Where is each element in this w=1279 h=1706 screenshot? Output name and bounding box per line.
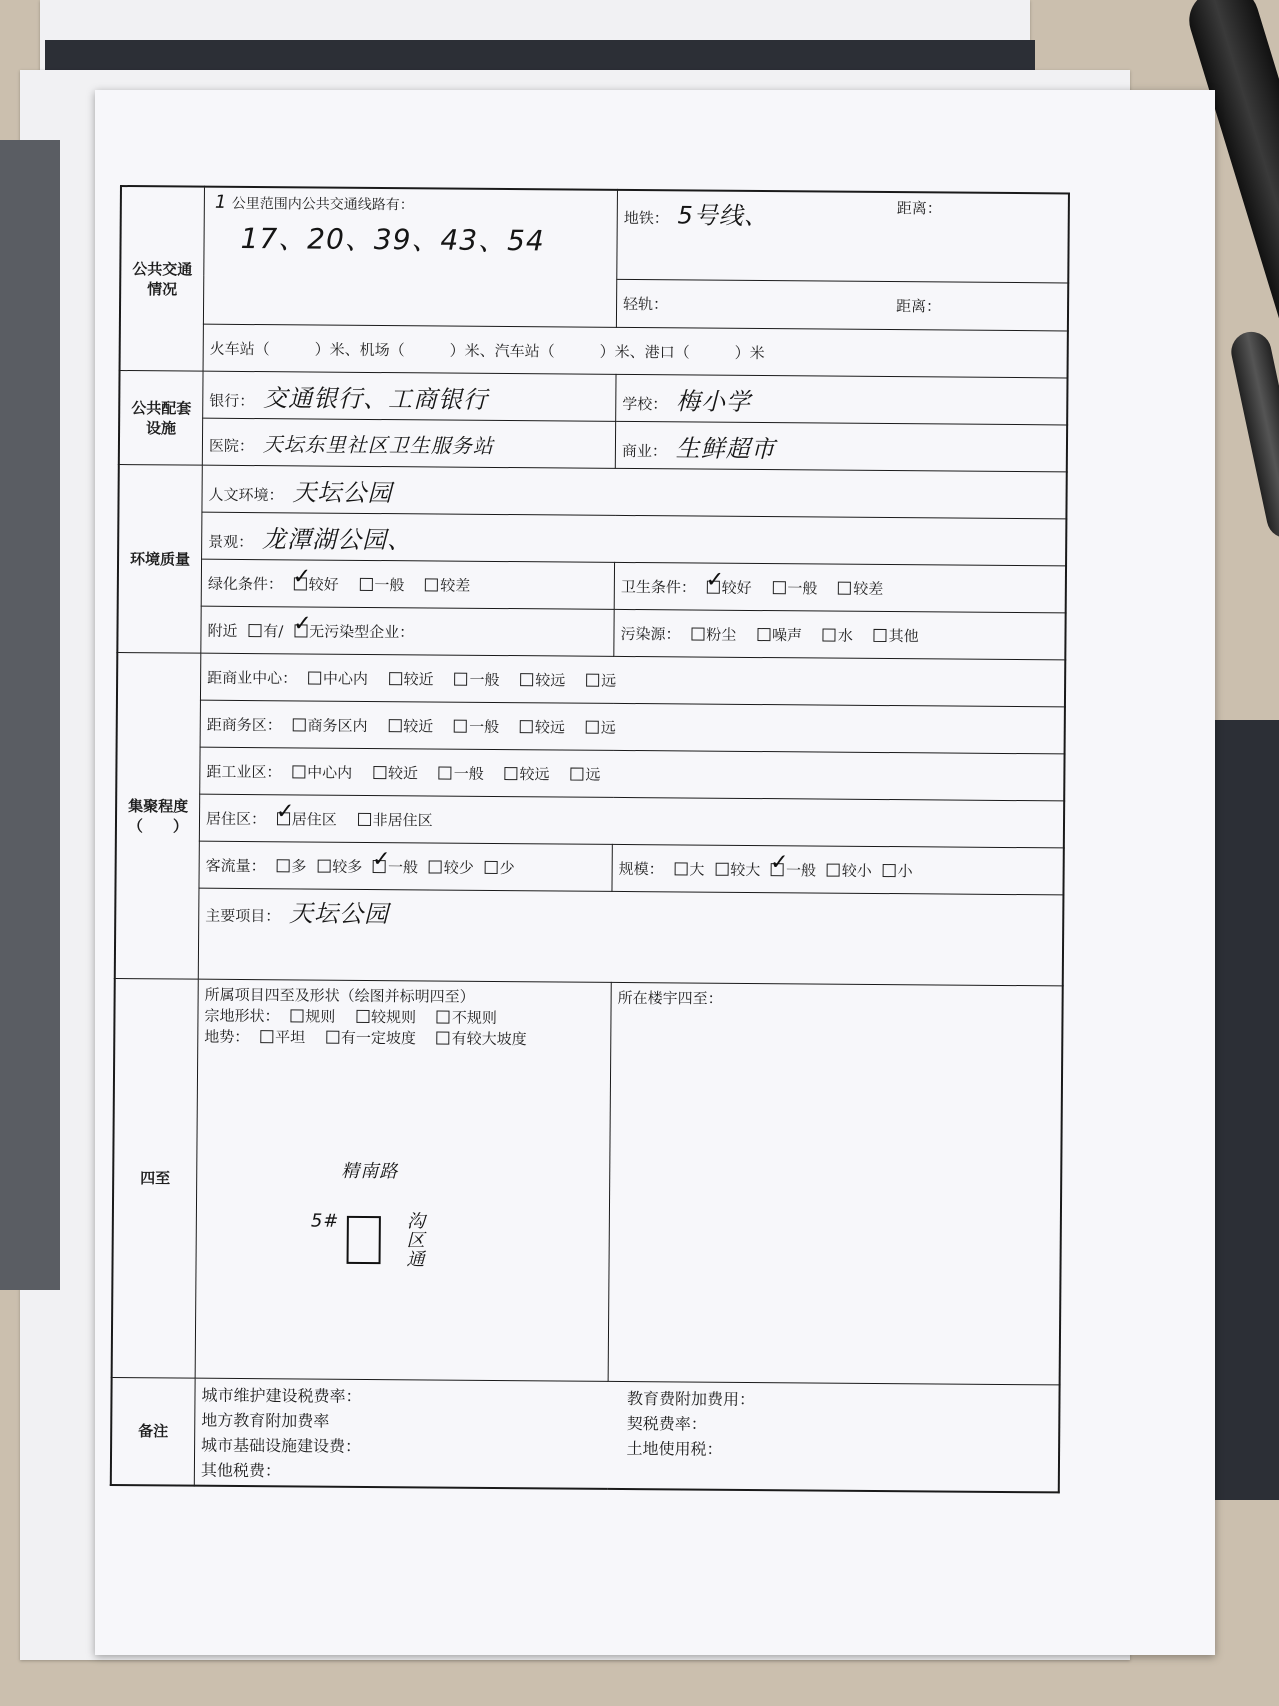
landscape-value: 龙潭湖公园、 xyxy=(261,524,413,554)
cbd-option-2: 一般 xyxy=(469,670,500,689)
facilities-category: 公共配套设施 xyxy=(119,371,203,466)
traffic-cell xyxy=(199,841,612,891)
bank-cell xyxy=(203,371,616,421)
boundaries-right-title: 所在楼宇四至： xyxy=(617,988,723,1008)
traffic-option-3: 较少 xyxy=(443,858,474,877)
terrain-checkbox-1[interactable] xyxy=(326,1031,339,1044)
boundaries-category: 四至 xyxy=(112,978,199,1378)
shape-checkbox-1[interactable] xyxy=(356,1010,369,1023)
sanitation-checkbox-average[interactable] xyxy=(772,581,785,594)
cbd-checkbox-2[interactable] xyxy=(454,672,467,685)
residential-checkbox-1[interactable] xyxy=(358,812,371,825)
residential-option-0: 居住区 xyxy=(291,809,337,829)
environment-category: 环境质量 xyxy=(117,464,202,653)
traffic-option-4: 少 xyxy=(499,858,515,877)
culture-cell xyxy=(202,465,1067,519)
hospital-cell xyxy=(202,418,615,468)
pollution-checkbox-noise[interactable] xyxy=(757,628,770,641)
school-cell xyxy=(616,374,1068,425)
light-rail-distance-label: 距离： xyxy=(895,297,942,316)
shape-option-2: 不规则 xyxy=(451,1008,497,1027)
business-option-4: 远 xyxy=(600,718,616,737)
greening-cell xyxy=(201,559,614,609)
remark-item: 教育费附加费用： xyxy=(626,1389,756,1410)
transport-category: 公共交通情况 xyxy=(120,186,205,371)
greening-checkbox-poor[interactable] xyxy=(425,578,438,591)
scale-checkbox-0[interactable] xyxy=(674,862,687,875)
terrain-option-0: 平坦 xyxy=(275,1028,306,1047)
sketch-parcel-box xyxy=(347,1216,381,1264)
scale-cell xyxy=(612,844,1064,895)
main-items-value: 天坛公园 xyxy=(288,899,390,929)
pollution-option-noise: 噪声 xyxy=(772,625,803,644)
business-checkbox-1[interactable] xyxy=(388,719,401,732)
remark-item: 地方教育附加费率 xyxy=(201,1410,330,1431)
greening-label: 绿化条件： xyxy=(207,574,283,593)
industry-cell xyxy=(200,747,1065,801)
sketch-west-label: 5# xyxy=(310,1210,340,1232)
industry-option-1: 较近 xyxy=(387,763,419,782)
sketch-north-label: 精南路 xyxy=(341,1160,399,1183)
cbd-option-4: 远 xyxy=(601,671,617,690)
pollution-checkbox-other[interactable] xyxy=(874,628,887,641)
greening-option-average: 一般 xyxy=(374,575,405,594)
stations-cell: 火车站（ ）米、机场（ ）米、汽车站（ ）米、港口（ ）米 xyxy=(203,324,1068,378)
business-checkbox-2[interactable] xyxy=(454,719,467,732)
remarks-cell xyxy=(194,1378,1059,1492)
business-option-1: 较近 xyxy=(403,716,434,735)
scale-checkbox-3[interactable] xyxy=(827,863,840,876)
shape-checkbox-0[interactable] xyxy=(290,1009,303,1022)
scale-label: 规模： xyxy=(618,859,664,878)
bank-label: 银行： xyxy=(209,391,255,410)
industry-checkbox-3[interactable] xyxy=(505,767,518,780)
boundaries-left-title: 所属项目四至及形状（绘图并标明四至） xyxy=(204,985,475,1006)
pollution-cell xyxy=(614,609,1066,660)
remarks-category: 备注 xyxy=(111,1377,195,1485)
commerce-label: 商业： xyxy=(621,441,668,460)
remark-item xyxy=(626,1461,1052,1487)
boundaries-sketch-cell xyxy=(195,979,611,1381)
sanitation-option-good: 较好 xyxy=(721,578,752,597)
residential-cell xyxy=(199,794,1064,848)
industry-option-3: 较远 xyxy=(519,764,550,783)
landscape-label: 景观： xyxy=(208,532,254,551)
commerce-value: 生鲜超市 xyxy=(675,433,776,463)
cbd-option-1: 较近 xyxy=(403,669,434,688)
scale-checkbox-2[interactable] xyxy=(771,863,784,876)
cbd-label: 距商业中心： xyxy=(207,668,298,687)
shape-checkbox-2[interactable] xyxy=(437,1011,450,1024)
agglomeration-category xyxy=(115,652,201,979)
remark-item: 其他税费： xyxy=(200,1460,281,1481)
cbd-checkbox-0[interactable] xyxy=(308,671,321,684)
scale-option-4: 小 xyxy=(897,861,913,880)
industry-checkbox-4[interactable] xyxy=(570,767,583,780)
main-items-label: 主要项目： xyxy=(205,906,281,926)
pollution-label: 污染源： xyxy=(620,624,681,643)
terrain-option-2: 有较大坡度 xyxy=(451,1029,527,1049)
pollution-option-water: 水 xyxy=(837,626,853,645)
survey-form xyxy=(110,185,1070,1493)
traffic-option-2: 一般 xyxy=(387,857,419,876)
remarks-grid xyxy=(201,1383,1053,1488)
nearby-option-no: 无污染型企业： xyxy=(309,621,415,641)
landscape-cell xyxy=(202,512,1067,566)
traffic-checkbox-2[interactable] xyxy=(373,860,386,873)
industry-checkbox-0[interactable] xyxy=(292,765,305,778)
traffic-option-1: 较多 xyxy=(332,857,363,876)
nearby-label: 附近 xyxy=(207,621,238,640)
sanitation-option-average: 一般 xyxy=(787,578,818,597)
industry-option-2: 一般 xyxy=(453,764,484,783)
culture-value: 天坛公园 xyxy=(292,477,393,507)
remark-item: 城市维护建设税费率： xyxy=(201,1385,362,1406)
business-checkbox-4[interactable] xyxy=(586,720,599,733)
greening-option-good: 较好 xyxy=(308,574,339,594)
pollution-option-other: 其他 xyxy=(888,626,919,645)
scale-option-2: 一般 xyxy=(785,860,817,879)
pen-clip xyxy=(1228,328,1279,542)
terrain-checkbox-0[interactable] xyxy=(260,1030,273,1043)
culture-label: 人文环境： xyxy=(208,485,284,504)
sanitation-checkbox-poor[interactable] xyxy=(838,581,851,594)
business-checkbox-3[interactable] xyxy=(520,720,533,733)
remark-item: 城市基础设施建设费： xyxy=(201,1435,362,1456)
cbd-checkbox-3[interactable] xyxy=(520,673,533,686)
scale-option-0: 大 xyxy=(689,859,705,879)
traffic-checkbox-4[interactable] xyxy=(485,860,498,873)
business-cell xyxy=(200,700,1065,754)
nearby-checkbox-yes[interactable] xyxy=(248,624,261,637)
scale-checkbox-4[interactable] xyxy=(883,864,896,877)
residential-checkbox-0[interactable] xyxy=(277,812,290,825)
scale-checkbox-1[interactable] xyxy=(715,862,728,875)
business-option-0: 商务区内 xyxy=(307,715,368,735)
residential-label: 居住区： xyxy=(205,809,267,828)
metro-distance-label: 距离： xyxy=(896,199,942,218)
industry-checkbox-2[interactable] xyxy=(439,766,452,779)
shape-option-1: 较规则 xyxy=(370,1007,417,1027)
light-rail-cell xyxy=(616,279,1068,331)
terrain-label: 地势： xyxy=(204,1027,250,1047)
school-value: 梅小学 xyxy=(676,386,752,416)
greening-checkbox-good[interactable] xyxy=(294,577,307,590)
business-label: 距商务区： xyxy=(206,715,282,734)
scale-option-1: 较大 xyxy=(730,860,761,879)
residential-option-1: 非居住区 xyxy=(372,810,433,829)
industry-checkbox-1[interactable] xyxy=(373,766,386,779)
traffic-checkbox-1[interactable] xyxy=(317,859,330,872)
school-label: 学校： xyxy=(622,394,668,413)
pollution-checkbox-dust[interactable] xyxy=(691,627,704,640)
main-items-cell xyxy=(198,888,1063,986)
greening-option-poor: 较差 xyxy=(440,576,471,595)
terrain-option-1: 有一定坡度 xyxy=(340,1028,416,1048)
cbd-option-3: 较远 xyxy=(535,670,566,690)
transport-routes-cell xyxy=(203,187,617,328)
agglomeration-category-paren: （ ） xyxy=(127,816,189,836)
industry-label: 距工业区： xyxy=(206,762,282,781)
routes-km-value: 1 xyxy=(214,191,228,213)
business-checkbox-0[interactable] xyxy=(293,718,306,731)
metro-cell xyxy=(617,190,1069,283)
industry-option-0: 中心内 xyxy=(307,762,353,782)
sketch-east-label: 沟区通 xyxy=(403,1211,425,1269)
hospital-value: 天坛东里社区卫生服务站 xyxy=(262,431,494,458)
sanitation-option-poor: 较差 xyxy=(853,579,884,598)
industry-option-4: 远 xyxy=(585,765,601,784)
cbd-checkbox-1[interactable] xyxy=(389,672,402,685)
background-dark-folder-left xyxy=(0,140,60,1290)
sanitation-checkbox-good[interactable] xyxy=(707,580,720,593)
remark-item: 契税费率： xyxy=(626,1414,707,1434)
nearby-option-yes: 有/ xyxy=(263,621,284,640)
traffic-label: 客流量： xyxy=(205,856,266,875)
metro-label: 地铁： xyxy=(623,208,669,228)
building-boundaries-cell xyxy=(608,982,1063,1385)
bank-value: 交通银行、工商银行 xyxy=(263,383,489,414)
background-dark-folder-right xyxy=(1205,720,1279,1500)
metro-value: 5号线、 xyxy=(677,201,769,231)
shape-option-0: 规则 xyxy=(305,1007,336,1026)
traffic-checkbox-0[interactable] xyxy=(276,859,289,872)
greening-checkbox-average[interactable] xyxy=(359,577,372,590)
sanitation-label: 卫生条件： xyxy=(620,577,696,597)
scale-option-3: 较小 xyxy=(841,861,872,880)
terrain-checkbox-2[interactable] xyxy=(437,1032,450,1045)
agglomeration-category-label: 集聚程度 xyxy=(128,796,189,816)
cbd-option-0: 中心内 xyxy=(322,669,369,688)
cbd-checkbox-4[interactable] xyxy=(586,673,599,686)
business-option-2: 一般 xyxy=(469,717,500,736)
routes-value: 17、20、39、43、54 xyxy=(240,221,545,258)
cbd-cell xyxy=(200,653,1065,707)
nearby-cell xyxy=(201,606,614,656)
commerce-cell xyxy=(615,421,1067,472)
terrain-row xyxy=(204,1026,604,1050)
nearby-checkbox-no[interactable] xyxy=(294,624,307,637)
sanitation-cell xyxy=(614,562,1066,613)
business-option-3: 较远 xyxy=(534,717,566,737)
traffic-option-0: 多 xyxy=(291,856,307,875)
light-rail-label: 轻轨： xyxy=(623,294,669,314)
pollution-checkbox-water[interactable] xyxy=(823,628,836,641)
pollution-option-dust: 粉尘 xyxy=(706,625,737,644)
shape-label: 宗地形状： xyxy=(204,1006,280,1026)
hospital-label: 医院： xyxy=(208,436,255,455)
routes-label: 公里范围内公共交通线路有： xyxy=(231,195,414,214)
remark-item: 土地使用税： xyxy=(626,1439,723,1459)
traffic-checkbox-3[interactable] xyxy=(429,860,442,873)
